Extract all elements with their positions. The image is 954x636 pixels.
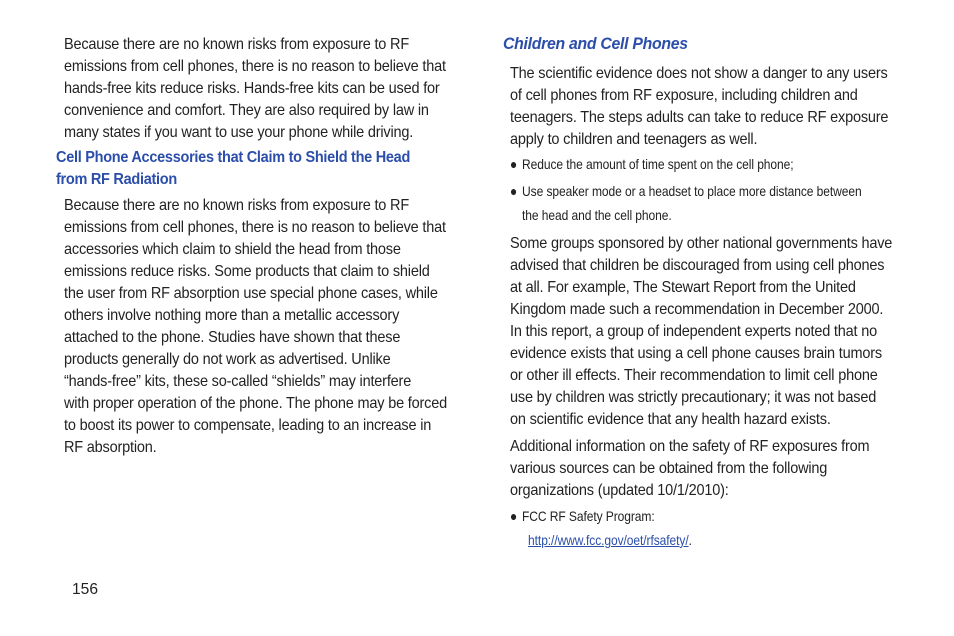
paragraph-children-evidence: The scientific evidence does not show a danger to any users of cell phones from RF exposure, including children and teenagers. The steps adults can take to reduce RF exposure apply to children and teenagers as well.: [510, 65, 889, 148]
paragraph-national-governments: Some groups sponsored by other national governments have advised that children be discouraged from using cell phones at all. For example, The Stewart Report from the United Kingdom made such a recommendation in December 2000. In this report, a group of independent experts noted that no evidence exists that using a cell phone causes brain tumors or other ill effects. Their recommendation to limit cell phone use by children was strictly precautionary; it was not based on scientific evidence that any health hazard exists.: [510, 235, 893, 428]
paragraph-hands-free: Because there are no known risks from exposure to RF emissions from cell phones, there is no reason to believe that hands-free kits reduce risks. Hands-free kits can be used for convenience and comfort. They are also required by law in many states if you want to use your phone while driving.: [64, 36, 446, 141]
list-item: ● Use speaker mode or a headset to place more distance between the head and the cell phone.: [510, 179, 906, 227]
section-heading-shield-accessories: Cell Phone Accessories that Claim to Shield the Head from RF Radiation: [56, 149, 411, 188]
list-item: ● FCC RF Safety Program: http://www.fcc.gov/oet/rfsafety/.: [510, 504, 906, 552]
bullet-icon: ●: [510, 508, 518, 524]
paragraph-shields: Because there are no known risks from exposure to RF emissions from cell phones, there is no reason to believe that accessories which claim to shield the head from those emissions reduce risks. Some products that claim to shield the user from RF absorption use special phone cases, while others involve nothing more than a metallic accessory attached to the phone. Studies have shown that these products generally do not work as advertised. Unlike “hands-free” kits, these so-called “shields” may interfere with proper operation of the phone. The phone may be forced to boost its power to compensate, leading to an increase in RF absorption.: [64, 197, 448, 456]
fcc-rf-safety-link[interactable]: http://www.fcc.gov/oet/rfsafety/: [528, 532, 689, 548]
list-item: ● Reduce the amount of time spent on the cell phone;: [510, 152, 906, 176]
paragraph-additional-info: Additional information on the safety of RF exposures from various sources can be obtained from the following organizations (updated 10/1/2010):: [510, 438, 870, 499]
section-heading-children: Children and Cell Phones: [503, 34, 688, 53]
page-number: 156: [72, 581, 99, 598]
bullet-icon: ●: [510, 156, 518, 172]
bullet-icon: ●: [510, 183, 518, 199]
